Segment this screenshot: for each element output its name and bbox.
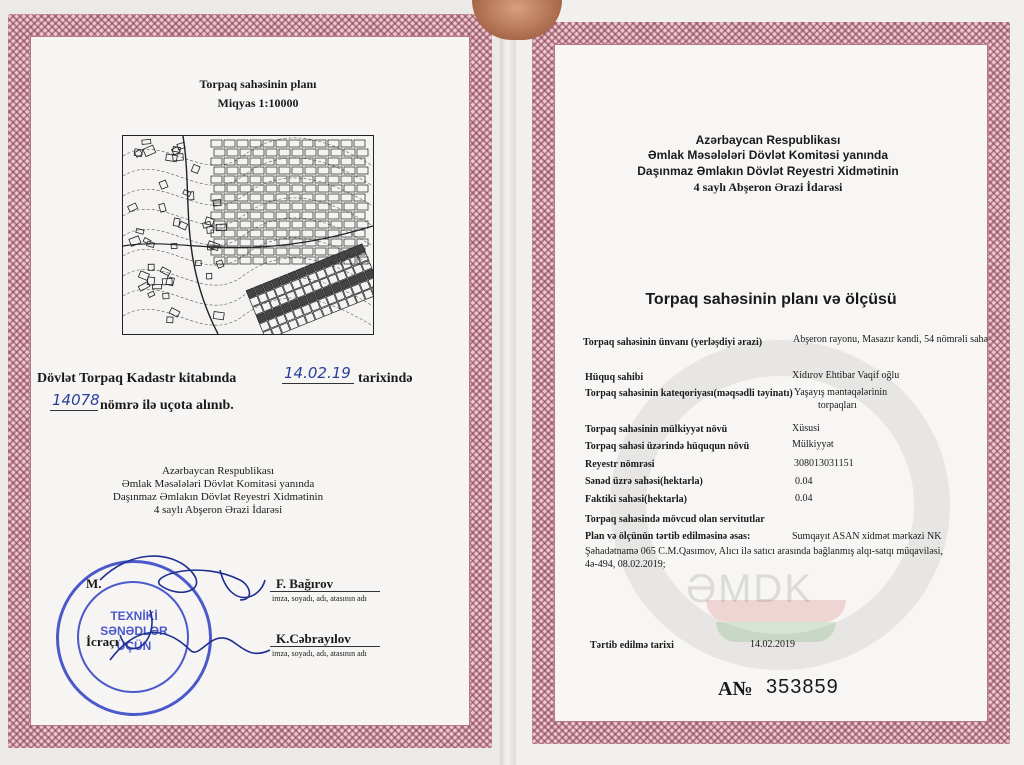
signer2-caption: imza, soyadı, adı, atasının adı <box>272 649 367 658</box>
serial-prefix: A№ <box>718 678 753 700</box>
right-type-value: Mülkiyyət <box>792 439 834 450</box>
registry-date-underline <box>282 383 354 384</box>
basis-value-2: Şəhadətnamə 065 C.M.Qasımov, Alıcı ilə satıcı arasında bağlanmış alqı-satqı müqaviləsi, <box>585 546 943 557</box>
signer2-name: K.Cəbrayılov <box>276 631 351 646</box>
category-label: Torpaq sahəsinin kateqoriyası(məqsədli təyinatı) <box>585 388 793 399</box>
map-title: Torpaq sahəsinin planı <box>199 77 317 91</box>
ownership-type-value: Xüsusi <box>792 423 820 434</box>
right-type-label: Torpaq sahəsi üzərində hüququn növü <box>585 441 750 452</box>
owner-value: Xidırov Ehtibar Vaqif oğlu <box>792 370 900 381</box>
authority-line-3: Daşınmaz Əmlakın Dövlət Reyestri Xidmətinin <box>112 491 324 503</box>
stamp-line-1: TEXNİKİ <box>110 609 158 623</box>
signer1-caption: imza, soyadı, adı, atasının adı <box>272 594 367 603</box>
registry-text-end: nömrə ilə uçota alınıb. <box>100 398 234 413</box>
registry-label: Reyestr nömrəsi <box>585 459 655 470</box>
registry-text-before: Dövlət Torpaq Kadastr kitabında <box>37 371 237 386</box>
signer2-line <box>270 646 380 647</box>
authority-line-1: Azərbaycan Respublikası <box>161 465 275 477</box>
basis-label: Plan və ölçünün tərtib edilməsinə əsas: <box>585 531 751 542</box>
right-authority-line-2: Əmlak Məsələləri Dövlət Komitəsi yanında <box>647 148 889 162</box>
address-value: Abşeron rayonu, Masazır kəndi, 54 nömrəli sahə <box>793 334 988 345</box>
category-value-2: torpaqları <box>818 400 857 411</box>
doc-area-label: Sənəd üzrə sahəsi(hektarla) <box>585 476 703 487</box>
registry-date-handwritten: 14.02.19 <box>284 364 351 382</box>
spine <box>500 0 516 765</box>
registry-number-handwritten: 14078 <box>52 391 100 409</box>
registry-text-after: tarixində <box>358 371 413 386</box>
owner-label: Hüquq sahibi <box>585 372 644 383</box>
right-authority-line-4: 4 saylı Abşeron Ərazi İdarəsi <box>693 180 843 194</box>
cadastral-map <box>122 135 374 335</box>
watermark-text: ƏMDK <box>686 567 813 611</box>
right-authority-line-1: Azərbaycan Respublikası <box>695 133 841 147</box>
stamp-line-3: ÜÇÜN <box>116 639 152 653</box>
date-label: Tərtib edilmə tarixi <box>590 640 674 651</box>
basis-value-3: 4ə-494, 08.02.2019; <box>585 559 666 570</box>
right-authority-line-3: Daşınmaz Əmlakın Dövlət Reyestri Xidmətinin <box>637 164 899 178</box>
handwritten-signatures <box>90 540 280 680</box>
stamp-line-2: SƏNƏDLƏR <box>100 624 168 638</box>
signer2-role: İcraçı <box>86 634 119 649</box>
authority-line-2: Əmlak Məsələləri Dövlət Komitəsi yanında <box>121 478 315 490</box>
registry-value: 308013031151 <box>794 458 854 469</box>
signer1-role: M. <box>86 576 102 591</box>
signer1-line <box>270 591 380 592</box>
authority-line-4: 4 saylı Abşeron Ərazi İdarəsi <box>153 504 283 516</box>
registry-number-underline <box>50 410 98 411</box>
doc-area-value: 0.04 <box>795 476 813 487</box>
document-title: Torpaq sahəsinin planı və ölçüsü <box>645 291 897 308</box>
address-label: Torpaq sahəsinin ünvanı (yerləşdiyi ərazi) <box>583 337 763 348</box>
basis-value-1: Sumqayıt ASAN xidmət mərkəzi NK <box>792 531 942 542</box>
ownership-type-label: Torpaq sahəsinin mülkiyyət növü <box>585 424 728 435</box>
category-value-1: Yaşayış məntəqələrinin <box>794 387 888 398</box>
actual-area-value: 0.04 <box>795 493 813 504</box>
watermark-flag-red <box>706 600 846 622</box>
map-scale: Miqyas 1:10000 <box>217 96 299 110</box>
serial-number: 353859 <box>766 676 839 698</box>
signer1-name: F. Bağırov <box>276 576 334 591</box>
date-value: 14.02.2019 <box>750 639 795 650</box>
servitude-label: Torpaq sahəsində mövcud olan servitutlar <box>585 514 765 525</box>
actual-area-label: Faktiki sahəsi(hektarla) <box>585 494 687 505</box>
